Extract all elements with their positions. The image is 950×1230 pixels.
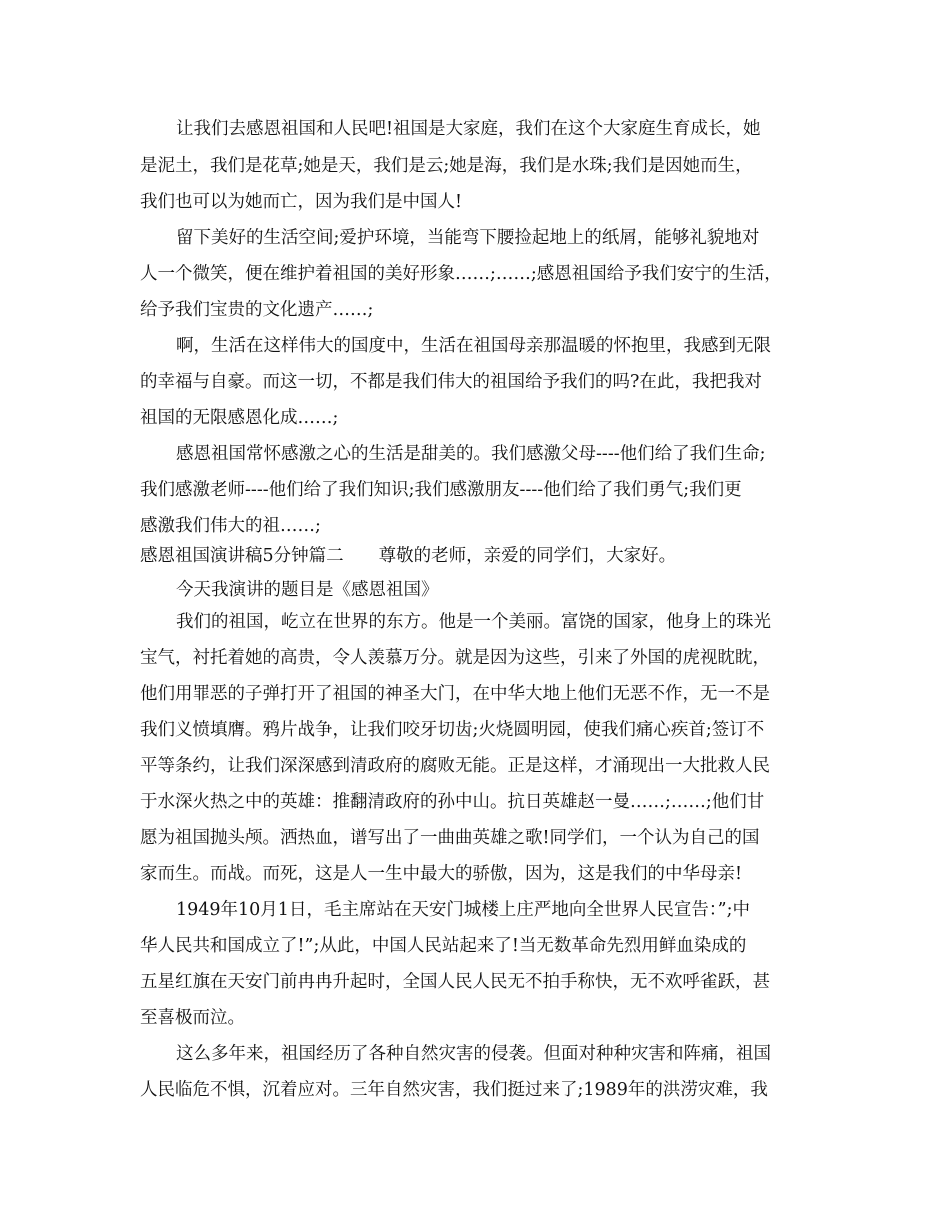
text-line-27: 这么多年来，祖国经历了各种自然灾害的侵袭。但面对种种灾害和阵痛，祖国: [176, 1044, 771, 1064]
text-line-15: 我们的祖国，屹立在世界的东方。他是一个美丽。富饶的国家，他身上的珠光: [176, 612, 771, 632]
text-line-20: 于水深火热之中的英雄：推翻清政府的孙中山。抗日英雄赵一曼……;……;他们甘: [140, 792, 765, 812]
text-line-8: 的幸福与自豪。而这一切，不都是我们伟大的祖国给予我们的吗?在此，我把我对: [140, 372, 762, 392]
text-line-24: 华人民共和国成立了!”;从此，中国人民站起来了!当无数革命先烈用鲜血染成的: [140, 936, 747, 956]
text-line-9: 祖国的无限感恩化成……;: [140, 408, 339, 428]
text-line-19: 平等条约，让我们深深感到清政府的腐败无能。正是这样，才涌现出一大批救人民: [140, 756, 770, 776]
text-line-26: 至喜极而泣。: [140, 1008, 245, 1028]
text-line-14: 今天我演讲的题目是《感恩祖国》: [176, 580, 439, 600]
text-line-11: 我们感激老师----他们给了我们知识;我们感激朋友----他们给了我们勇气;我们更: [140, 480, 742, 500]
text-line-5: 人一个微笑，便在维护着祖国的美好形象……;……;感恩祖国给予我们安宁的生活，: [140, 264, 782, 284]
text-line-23: 1949年10月1日，毛主席站在天安门城楼上庄严地向全世界人民宣告：”;中: [176, 900, 751, 920]
text-line-1: 让我们去感恩祖国和人民吧!祖国是大家庭，我们在这个大家庭生育成长，她: [176, 119, 761, 139]
text-line-3: 我们也可以为她而亡，因为我们是中国人!: [140, 192, 463, 212]
text-line-6: 给予我们宝贵的文化遗产……;: [140, 300, 374, 320]
text-line-25: 五星红旗在天安门前冉冉升起时，全国人民人民无不拍手称快，无不欢呼雀跃，甚: [140, 972, 770, 992]
section-heading-line: 感恩祖国演讲稿5分钟篇二 尊敬的老师，亲爱的同学们，大家好。: [140, 546, 677, 566]
text-line-21: 愿为祖国抛头颅。洒热血，谱写出了一曲曲英雄之歌!同学们，一个认为自己的国: [140, 828, 760, 848]
text-line-4: 留下美好的生活空间;爱护环境，当能弯下腰捡起地上的纸屑，能够礼貌地对: [176, 228, 760, 248]
text-line-2: 是泥土，我们是花草;她是天，我们是云;她是海，我们是水珠;我们是因她而生，: [140, 156, 753, 176]
text-line-18: 我们义愤填膺。鸦片战争，让我们咬牙切齿;火烧圆明园，使我们痛心疾首;签订不: [140, 720, 765, 740]
text-line-22: 家而生。而战。而死，这是人一生中最大的骄傲，因为，这是我们的中华母亲!: [140, 864, 743, 884]
text-line-12: 感激我们伟大的祖……;: [140, 516, 321, 536]
text-line-10: 感恩祖国常怀感激之心的生活是甜美的。我们感激父母----他们给了我们生命;: [176, 444, 766, 464]
text-line-16: 宝气，衬托着她的高贵，令人羡慕万分。就是因为这些，引来了外国的虎视眈眈，: [140, 648, 770, 668]
text-line-7: 啊，生活在这样伟大的国度中，生活在祖国母亲那温暖的怀抱里，我感到无限: [176, 336, 771, 356]
text-line-28: 人民临危不惧，沉着应对。三年自然灾害，我们挺过来了;1989年的洪涝灾难，我: [140, 1080, 768, 1100]
text-line-17: 他们用罪恶的子弹打开了祖国的神圣大门，在中华大地上他们无恶不作，无一不是: [140, 684, 770, 704]
